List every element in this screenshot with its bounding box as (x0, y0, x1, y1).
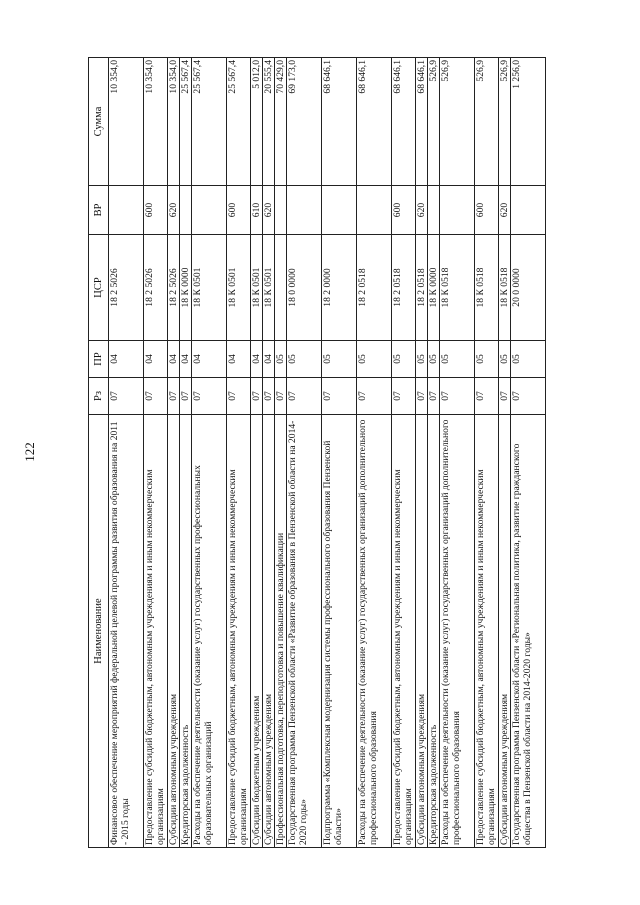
cell-rz: 07 (227, 378, 251, 415)
cell-pr: 04 (180, 341, 192, 378)
cell-sum: 25 567,4 (180, 58, 192, 186)
cell-name: Расходы на обеспечение деятельности (оказание услуг) государственных профессиональных образовательных организаций (192, 415, 227, 848)
cell-sum: 25 567,4 (227, 58, 251, 186)
cell-name: Субсидии бюджетным учреждениям (251, 415, 263, 848)
header-pr: ПР (89, 341, 109, 378)
cell-name: Кредиторская задолженность (428, 415, 440, 848)
cell-sum: 5 012,0 (251, 58, 263, 186)
table-row (287, 58, 322, 848)
cell-name: Субсидии автономным учреждениям (416, 415, 428, 848)
cell-csr: 18 К 0501 (192, 235, 227, 341)
cell-csr: 18 К 0518 (440, 235, 475, 341)
cell-rz: 07 (192, 378, 227, 415)
cell-csr: 18 К 0518 (499, 235, 511, 341)
cell-pr: 04 (227, 341, 251, 378)
page-number: 122 (22, 442, 37, 462)
table-row (192, 58, 227, 848)
cell-pr: 05 (428, 341, 440, 378)
cell-sum: 526,9 (440, 58, 475, 186)
cell-sum: 25 567,4 (192, 58, 227, 186)
cell-sum: 526,9 (428, 58, 440, 186)
table-row (322, 58, 357, 848)
cell-sum: 68 646,1 (392, 58, 416, 186)
cell-csr: 20 0 0000 (511, 235, 546, 341)
cell-name: Расходы на обеспечение деятельности (оказание услуг) государственных организаций дополнительного профессионального образования (440, 415, 475, 848)
cell-pr: 05 (392, 341, 416, 378)
cell-csr: 18 К 0000 (180, 235, 192, 341)
cell-vr: 620 (499, 186, 511, 235)
cell-vr (428, 186, 440, 235)
cell-name: Финансовое обеспечение мероприятий федеральной целевой программы развития образования на 2011 - 2015 годы (109, 415, 144, 848)
cell-vr (287, 186, 322, 235)
cell-csr: 18 К 0501 (263, 235, 275, 341)
cell-csr: 18 2 0518 (392, 235, 416, 341)
cell-name: Профессиональная подготовка, переподготовка и повышение квалификации (275, 415, 287, 848)
cell-pr: 05 (322, 341, 357, 378)
cell-pr: 05 (511, 341, 546, 378)
cell-name: Расходы на обеспечение деятельности (оказание услуг) государственных организаций дополнительного профессионального образования (357, 415, 392, 848)
cell-vr: 620 (263, 186, 275, 235)
cell-rz: 07 (322, 378, 357, 415)
cell-rz: 07 (109, 378, 144, 415)
cell-vr (322, 186, 357, 235)
cell-rz: 07 (287, 378, 322, 415)
cell-sum: 68 646,1 (322, 58, 357, 186)
cell-rz: 07 (511, 378, 546, 415)
cell-pr: 05 (499, 341, 511, 378)
cell-sum: 526,9 (499, 58, 511, 186)
cell-rz: 07 (180, 378, 192, 415)
table-row (440, 58, 475, 848)
table-row (251, 58, 263, 848)
cell-vr (357, 186, 392, 235)
header-vr: ВР (89, 186, 109, 235)
cell-rz: 07 (357, 378, 392, 415)
table-row (511, 58, 546, 848)
rotated-page-content (88, 58, 546, 848)
budget-table (88, 57, 546, 848)
cell-name: Государственная программа Пензенской области «Региональная политика, развитие гражданского общества в Пензенской области на 2014-2020 годы» (511, 415, 546, 848)
table-row (263, 58, 275, 848)
cell-pr: 05 (287, 341, 322, 378)
cell-csr: 18 2 0518 (416, 235, 428, 341)
table-row (357, 58, 392, 848)
cell-rz: 07 (263, 378, 275, 415)
cell-csr: 18 2 0518 (357, 235, 392, 341)
cell-pr: 04 (251, 341, 263, 378)
header-rz: Рз (89, 378, 109, 415)
cell-csr (275, 235, 287, 341)
cell-vr (192, 186, 227, 235)
cell-sum: 70 429,0 (275, 58, 287, 186)
cell-rz: 07 (275, 378, 287, 415)
cell-vr (275, 186, 287, 235)
cell-name: Кредиторская задолженность (180, 415, 192, 848)
cell-sum: 10 354,0 (109, 58, 144, 186)
cell-sum: 68 646,1 (357, 58, 392, 186)
cell-vr: 600 (475, 186, 499, 235)
cell-pr: 04 (144, 341, 168, 378)
cell-vr: 610 (251, 186, 263, 235)
cell-name: Предоставление субсидий бюджетным, автономным учреждениям и иным некоммерческим организациям (144, 415, 168, 848)
cell-name: Предоставление субсидий бюджетным, автономным учреждениям и иным некоммерческим организациям (475, 415, 499, 848)
table-row (227, 58, 251, 848)
cell-csr: 18 К 0501 (227, 235, 251, 341)
table-row (180, 58, 192, 848)
table-row (275, 58, 287, 848)
cell-rz: 07 (251, 378, 263, 415)
cell-pr: 04 (263, 341, 275, 378)
cell-name: Субсидии автономным учреждениям (263, 415, 275, 848)
table-row (416, 58, 428, 848)
cell-pr: 05 (416, 341, 428, 378)
cell-vr: 620 (168, 186, 180, 235)
cell-csr: 18 К 0501 (251, 235, 263, 341)
cell-vr (109, 186, 144, 235)
cell-pr: 05 (440, 341, 475, 378)
cell-pr: 05 (275, 341, 287, 378)
cell-rz: 07 (416, 378, 428, 415)
cell-pr: 05 (475, 341, 499, 378)
table-row (392, 58, 416, 848)
cell-rz: 07 (168, 378, 180, 415)
header-sum: Сумма (89, 58, 109, 186)
cell-csr: 18 2 0000 (322, 235, 357, 341)
header-name: Наименование (89, 415, 109, 848)
cell-vr: 600 (392, 186, 416, 235)
header-csr: ЦСР (89, 235, 109, 341)
table-row (499, 58, 511, 848)
cell-sum: 10 354,0 (144, 58, 168, 186)
cell-pr: 04 (109, 341, 144, 378)
cell-name: Предоставление субсидий бюджетным, автономным учреждениям и иным некоммерческим организациям (392, 415, 416, 848)
cell-sum: 10 354,0 (168, 58, 180, 186)
cell-rz: 07 (428, 378, 440, 415)
cell-csr: 18 К 0000 (428, 235, 440, 341)
cell-sum: 526,9 (475, 58, 499, 186)
cell-csr: 18 0 0000 (287, 235, 322, 341)
cell-rz: 07 (475, 378, 499, 415)
cell-sum: 69 173,0 (287, 58, 322, 186)
table-row (475, 58, 499, 848)
cell-rz: 07 (499, 378, 511, 415)
cell-rz: 07 (392, 378, 416, 415)
cell-vr (440, 186, 475, 235)
table-row (168, 58, 180, 848)
cell-rz: 07 (144, 378, 168, 415)
cell-name: Подпрограмма «Комплексная модернизация системы профессионального образования Пензенской области» (322, 415, 357, 848)
cell-csr: 18 2 5026 (168, 235, 180, 341)
cell-csr: 18 К 0518 (475, 235, 499, 341)
cell-vr: 600 (227, 186, 251, 235)
cell-rz: 07 (440, 378, 475, 415)
cell-name: Субсидии автономным учреждениям (168, 415, 180, 848)
cell-csr: 18 2 5026 (109, 235, 144, 341)
cell-name: Субсидии автономным учреждениям (499, 415, 511, 848)
cell-vr: 620 (416, 186, 428, 235)
cell-sum: 1 256,0 (511, 58, 546, 186)
cell-pr: 04 (192, 341, 227, 378)
cell-pr: 05 (357, 341, 392, 378)
cell-vr: 600 (144, 186, 168, 235)
cell-vr (180, 186, 192, 235)
cell-sum: 20 555,4 (263, 58, 275, 186)
cell-pr: 04 (168, 341, 180, 378)
table-row (428, 58, 440, 848)
table-row (144, 58, 168, 848)
cell-csr: 18 2 5026 (144, 235, 168, 341)
cell-sum: 68 646,1 (416, 58, 428, 186)
cell-name: Предоставление субсидий бюджетным, автономным учреждениям и иным некоммерческим организациям (227, 415, 251, 848)
cell-vr (511, 186, 546, 235)
table-row (109, 58, 144, 848)
table-header-row (89, 58, 109, 848)
cell-name: Государственная программа Пензенской области «Развитие образования в Пензенской области на 2014-2020 годы» (287, 415, 322, 848)
